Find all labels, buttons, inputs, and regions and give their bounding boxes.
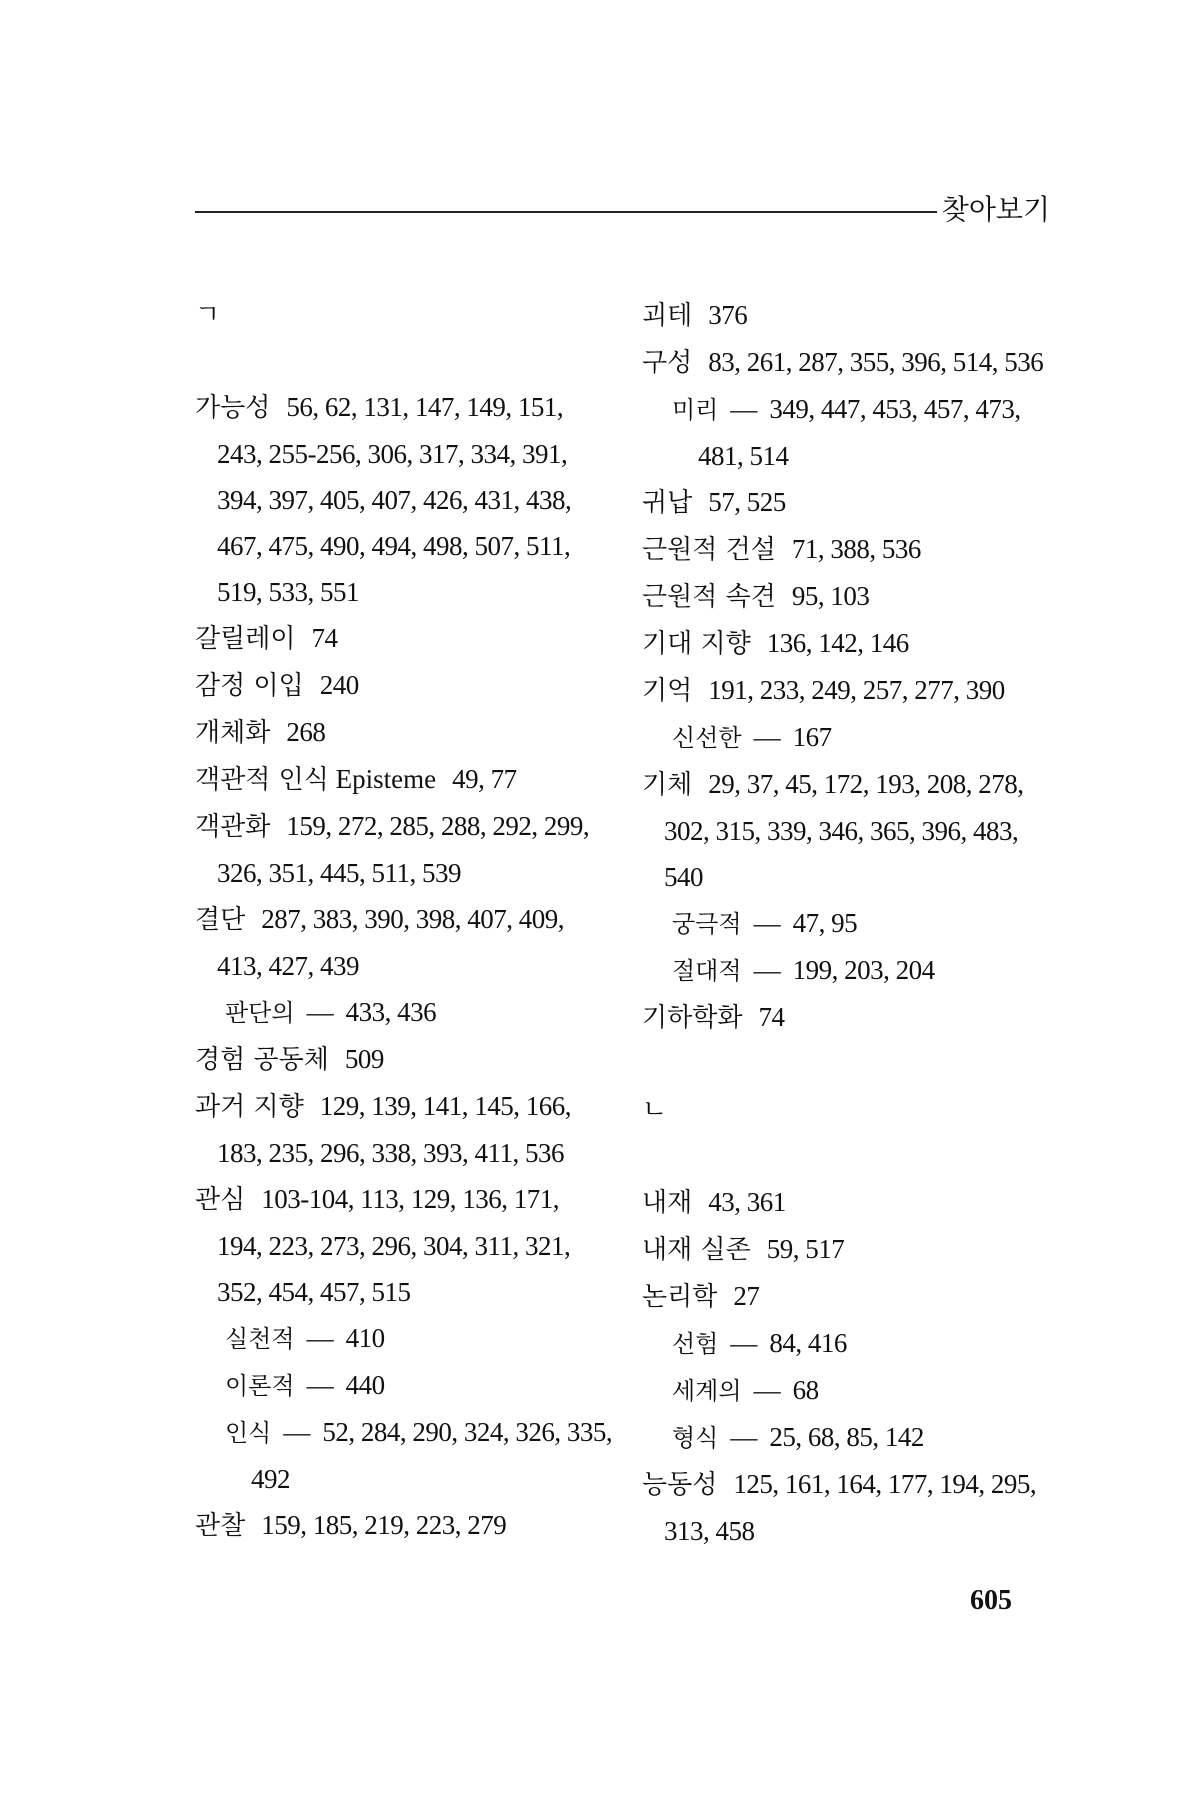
page-refs: 56, 62, 131, 147, 149, 151, [286, 392, 564, 422]
header-rule [195, 211, 937, 213]
index-term: 기하학화 [642, 1003, 743, 1033]
index-entry [642, 667, 1062, 714]
page-refs: 159, 185, 219, 223, 279 [261, 1510, 507, 1540]
page-refs: 103-104, 113, 129, 136, 171, [261, 1184, 559, 1214]
page-refs: 27 [733, 1281, 760, 1311]
page-refs-continued: 394, 397, 405, 407, 426, 431, 438, [217, 485, 572, 515]
page-refs: 29, 37, 45, 172, 193, 208, 278, [708, 769, 1024, 799]
index-subentry [195, 1409, 615, 1502]
subentry-term: 절대적 [672, 957, 742, 985]
subentry-term: 인식 [225, 1419, 272, 1447]
page-refs: 74 [758, 1002, 785, 1032]
index-entry [642, 526, 1062, 573]
index-entry [195, 662, 615, 709]
page-refs: 433, 436 [345, 997, 437, 1027]
index-subentry [642, 947, 1062, 994]
dash: — [730, 1422, 758, 1452]
subentry-term: 형식 [672, 1424, 719, 1452]
page-refs: 410 [345, 1323, 385, 1353]
page-refs: 268 [286, 717, 326, 747]
index-term: 근원적 속견 [642, 582, 776, 612]
page-refs-continued: 313, 458 [664, 1516, 755, 1546]
page-refs: 68 [792, 1375, 819, 1405]
page-refs-continued: 467, 475, 490, 494, 498, 507, 511, [217, 531, 571, 561]
running-header [195, 190, 1050, 230]
page-refs: 95, 103 [791, 581, 870, 611]
index-term: 감정 이입 [195, 671, 304, 701]
index-entry [642, 1226, 1062, 1273]
page-refs: 83, 261, 287, 355, 396, 514, 536 [708, 347, 1044, 377]
index-entry [195, 1083, 615, 1130]
page-refs-continued: 243, 255-256, 306, 317, 334, 391, [217, 439, 568, 469]
index-entry [195, 1036, 615, 1083]
dash: — [306, 1323, 334, 1353]
index-entry [195, 1502, 615, 1549]
page-refs: 159, 272, 285, 288, 292, 299, [286, 811, 590, 841]
page-refs: 349, 447, 453, 457, 473, [769, 394, 1021, 424]
index-term: 내재 실존 [642, 1235, 751, 1265]
page-refs: 43, 361 [708, 1187, 786, 1217]
subentry-term: 신선한 [672, 724, 742, 752]
index-term: 기체 [642, 770, 693, 800]
page-refs: 191, 233, 249, 257, 277, 390 [708, 675, 1005, 705]
index-term: 과거 지향 [195, 1092, 304, 1122]
index-column-right [642, 292, 1062, 1554]
page-refs-continued: 326, 351, 445, 511, 539 [217, 858, 461, 888]
index-column-left [195, 292, 615, 1549]
index-entry [642, 339, 1062, 386]
index-entry [642, 761, 1062, 808]
page-refs: 57, 525 [708, 487, 786, 517]
page-refs-continued: 352, 454, 457, 515 [217, 1277, 411, 1307]
index-entry [195, 756, 615, 803]
index-subentry [642, 1367, 1062, 1414]
dash: — [283, 1417, 311, 1447]
dash: — [753, 722, 781, 752]
index-entry [195, 615, 615, 662]
page-refs: 74 [311, 623, 338, 653]
index-entry [642, 573, 1062, 620]
page-refs: 52, 284, 290, 324, 326, 335, [322, 1417, 613, 1447]
page-refs: 129, 139, 141, 145, 166, [319, 1091, 571, 1121]
subentry-term: 궁극적 [672, 910, 742, 938]
page-refs: 59, 517 [766, 1234, 845, 1264]
dash: — [306, 997, 334, 1027]
page-refs: 125, 161, 164, 177, 194, 295, [733, 1469, 1037, 1499]
page-number: 605 [970, 1585, 1012, 1616]
index-entry [642, 292, 1062, 339]
index-term: 갈릴레이 [195, 624, 296, 654]
dash: — [753, 908, 781, 938]
page-refs: 136, 142, 146 [766, 628, 909, 658]
index-subentry [642, 714, 1062, 761]
index-entry [642, 994, 1062, 1041]
page-refs-continued: 492 [251, 1464, 290, 1494]
index-entry [642, 620, 1062, 667]
index-term: 논리학 [642, 1282, 718, 1312]
index-entry [195, 709, 615, 756]
page-refs-continued: 540 [664, 862, 703, 892]
index-term: 귀납 [642, 488, 693, 518]
index-subentry [195, 989, 615, 1036]
index-term: 내재 [642, 1188, 693, 1218]
index-entry [642, 1273, 1062, 1320]
subentry-term: 선험 [672, 1330, 719, 1358]
index-term: 능동성 [642, 1470, 718, 1500]
index-term: 관심 [195, 1185, 246, 1215]
page-refs: 71, 388, 536 [791, 534, 921, 564]
dash: — [753, 955, 781, 985]
index-term: 결단 [195, 905, 246, 935]
page-refs: 84, 416 [769, 1328, 847, 1358]
index-subentry [642, 1414, 1062, 1461]
letter-heading-g: ㄱ [195, 300, 221, 330]
page-refs: 509 [344, 1044, 384, 1074]
subentry-term: 실천적 [225, 1325, 295, 1353]
page-refs: 25, 68, 85, 142 [769, 1422, 924, 1452]
page-refs: 376 [708, 300, 748, 330]
page-refs-continued: 194, 223, 273, 296, 304, 311, 321, [217, 1231, 571, 1261]
page-refs: 47, 95 [792, 908, 858, 938]
index-entry [195, 896, 615, 943]
index-entry [195, 384, 615, 431]
index-entry [642, 479, 1062, 526]
subentry-term: 세계의 [672, 1377, 742, 1405]
page-refs-continued: 481, 514 [698, 441, 789, 471]
subentry-term: 이론적 [225, 1372, 295, 1400]
index-term: 근원적 건설 [642, 535, 776, 565]
dash: — [306, 1370, 334, 1400]
section-title: 찾아보기 [941, 193, 1050, 226]
subentry-term: 미리 [672, 396, 719, 424]
page-refs: 240 [319, 670, 359, 700]
index-term: 관찰 [195, 1511, 246, 1541]
dash: — [730, 394, 758, 424]
index-term: 객관화 [195, 812, 271, 842]
page-refs: 167 [792, 722, 832, 752]
dash: — [730, 1328, 758, 1358]
index-entry [642, 1179, 1062, 1226]
index-term: 개체화 [195, 718, 271, 748]
index-subentry [642, 386, 1062, 479]
page-refs: 49, 77 [452, 764, 517, 794]
page-refs-continued: 302, 315, 339, 346, 365, 396, 483, [664, 816, 1019, 846]
page-refs: 287, 383, 390, 398, 407, 409, [261, 904, 564, 934]
index-subentry [642, 1320, 1062, 1367]
index-term: 기억 [642, 676, 693, 706]
index-subentry [642, 900, 1062, 947]
dash: — [753, 1375, 781, 1405]
index-term: 기대 지향 [642, 629, 751, 659]
page-refs: 440 [345, 1370, 385, 1400]
subentry-term: 판단의 [225, 999, 295, 1027]
index-term: 괴테 [642, 301, 693, 331]
index-entry [195, 803, 615, 850]
page-refs-continued: 183, 235, 296, 338, 393, 411, 536 [217, 1138, 564, 1168]
index-term: 구성 [642, 348, 693, 378]
page-refs-continued: 519, 533, 551 [217, 577, 359, 607]
index-term: 객관적 인식 [195, 765, 329, 795]
index-term: 가능성 [195, 393, 271, 423]
page-refs: 199, 203, 204 [792, 955, 935, 985]
index-term: 경험 공동체 [195, 1045, 329, 1075]
index-entry [195, 1176, 615, 1223]
index-entry [642, 1461, 1062, 1508]
page-refs-continued: 413, 427, 439 [217, 951, 359, 981]
index-term-latin: Episteme [335, 764, 437, 794]
index-subentry [195, 1362, 615, 1409]
index-subentry [195, 1315, 615, 1362]
letter-heading-n: ㄴ [642, 1095, 668, 1125]
